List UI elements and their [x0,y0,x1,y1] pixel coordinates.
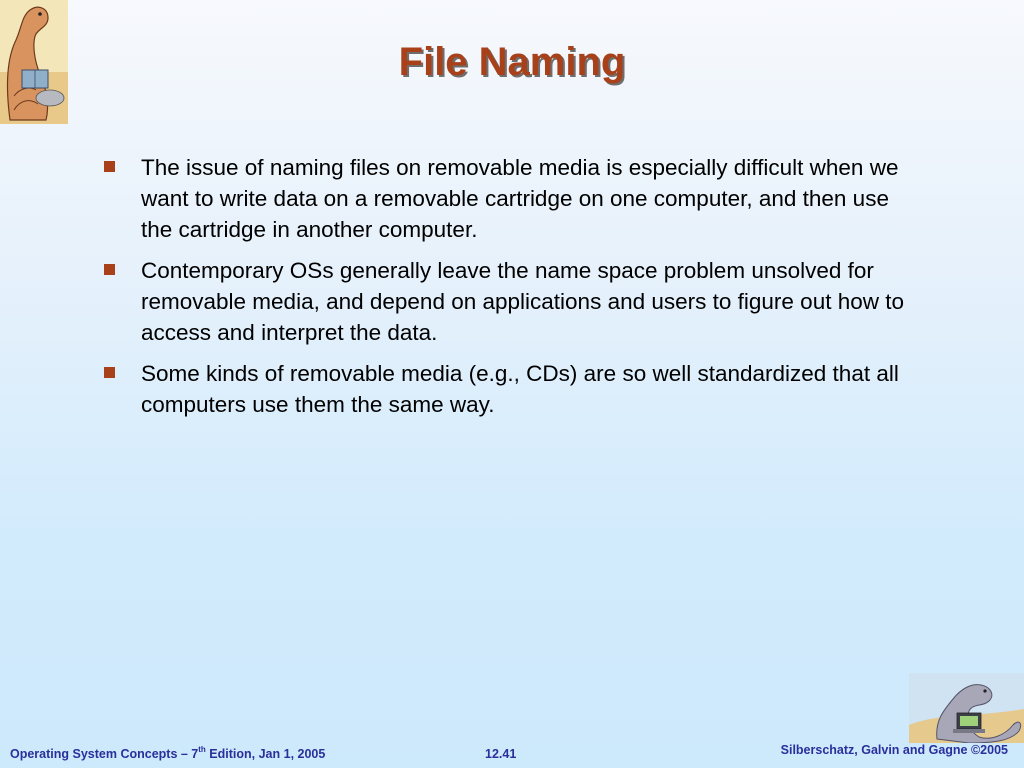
bullet-text: Contemporary OSs generally leave the name space problem unsolved for removable media, and depend on applications and users to figure out how to access and interpret the data. [141,258,905,345]
bullet-item [104,358,904,420]
footer-authors: Silberschatz, Galvin and Gagne ©2005 [780,743,1008,757]
bullet-item [104,255,904,348]
bullet-list [104,152,904,430]
footer-course-title [10,747,325,761]
footer-edition-superscript: th [198,745,206,754]
square-bullet-icon [104,367,115,378]
slide-number: 12.41 [485,747,517,761]
footer-course-title-pre: Operating System Concepts – 7 [10,747,199,761]
bullet-item [104,152,904,245]
square-bullet-icon [104,161,115,172]
bullet-text: The issue of naming files on removable media is especially difficult when we want to write data on a removable cartridge on one computer, and then use the cartridge in another computer. [141,155,899,242]
bullet-text: Some kinds of removable media (e.g., CDs) are so well standardized that all computers use them the same way. [141,361,899,417]
square-bullet-icon [104,264,115,275]
dinosaur-laptop-logo-icon [909,673,1024,743]
slide-title: File Naming [398,40,626,84]
footer-course-title-post: Edition, Jan 1, 2005 [205,747,326,761]
